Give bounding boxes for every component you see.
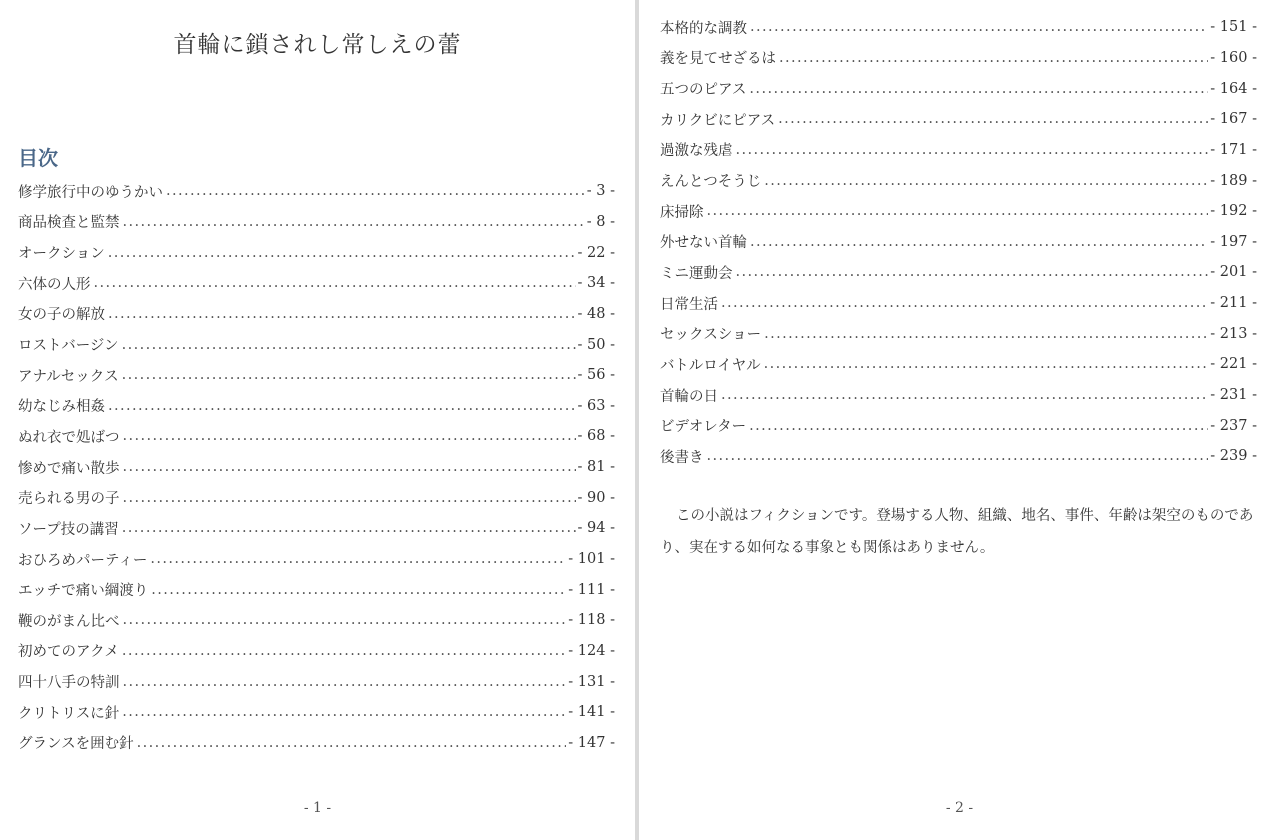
toc-heading: 目次 (18, 146, 58, 170)
toc-dot-leader (108, 398, 576, 414)
toc-dot-leader (764, 356, 1209, 372)
toc-entry-label: セックスショー (660, 327, 762, 344)
toc-entry-page: - 197 - (1210, 234, 1257, 250)
toc-entry-page: - 3 - (587, 183, 615, 199)
toc-entry[interactable] (660, 73, 1257, 104)
document-title: 首輪に鎖されし常しえの蕾 (173, 32, 462, 58)
toc-entry-page: - 167 - (1210, 111, 1257, 127)
toc-dot-leader (123, 490, 576, 506)
toc-entry-label: 義を見てせざるは (660, 51, 776, 68)
toc-entry[interactable] (18, 421, 615, 452)
toc-entry-page: - 213 - (1210, 326, 1257, 342)
toc-dot-leader (764, 326, 1208, 342)
toc-dot-leader (736, 264, 1209, 280)
toc-entry[interactable] (660, 441, 1257, 472)
toc-dot-leader (721, 387, 1208, 403)
toc-entry-label: 過激な残虐 (660, 143, 733, 160)
toc-entry[interactable] (660, 288, 1257, 319)
toc-entry-label: 床掃除 (660, 204, 704, 221)
toc-list-left (18, 176, 615, 758)
toc-dot-leader (137, 735, 567, 751)
toc-dot-leader (721, 295, 1208, 311)
toc-entry-label: 幼なじみ相姦 (18, 399, 105, 416)
toc-entry-label: 商品検査と監禁 (18, 215, 120, 232)
toc-dot-leader (122, 337, 576, 353)
toc-entry-label: ミニ運動会 (660, 265, 733, 282)
toc-dot-leader (150, 551, 566, 567)
toc-entry-page: - 239 - (1210, 448, 1257, 464)
toc-entry-label: アナルセックス (18, 368, 119, 385)
toc-dot-leader (123, 674, 567, 690)
toc-entry[interactable] (660, 349, 1257, 380)
toc-entry-page: - 164 - (1210, 81, 1257, 97)
toc-dot-leader (764, 173, 1208, 189)
toc-entry-page: - 50 - (578, 337, 615, 353)
toc-entry[interactable] (18, 176, 615, 207)
toc-entry[interactable] (18, 360, 615, 391)
toc-entry[interactable] (18, 482, 615, 513)
toc-dot-leader (750, 19, 1208, 35)
toc-dot-leader (736, 142, 1209, 158)
toc-entry-label: ビデオレター (660, 419, 747, 436)
toc-dot-leader (122, 643, 566, 659)
toc-entry-label: グランスを囲む針 (18, 736, 134, 753)
toc-dot-leader (108, 306, 576, 322)
toc-entry-page: - 81 - (578, 459, 615, 475)
toc-entry-page: - 131 - (568, 674, 615, 690)
toc-dot-leader (123, 428, 576, 444)
toc-entry-label: 後書き (660, 449, 704, 466)
toc-entry-label: ソープ技の講習 (18, 521, 119, 538)
toc-entry-label: 日常生活 (660, 296, 718, 313)
toc-dot-leader (94, 275, 576, 291)
document-page-1 (0, 0, 635, 840)
toc-entry-label: 修学旅行中のゆうかい (18, 184, 163, 201)
toc-entry-page: - 160 - (1210, 50, 1257, 66)
toc-entry-page: - 192 - (1210, 203, 1257, 219)
toc-entry[interactable] (18, 390, 615, 421)
toc-entry-page: - 211 - (1210, 295, 1257, 311)
toc-dot-leader (123, 214, 585, 230)
toc-entry-label: ぬれ衣で処ばつ (18, 429, 120, 446)
toc-dot-leader (750, 234, 1208, 250)
toc-entry[interactable] (18, 728, 615, 759)
toc-entry-page: - 151 - (1210, 19, 1257, 35)
toc-entry-label: 女の子の解放 (18, 307, 105, 324)
toc-entry-label: オークション (18, 246, 105, 263)
toc-entry-label: 五つのピアス (660, 82, 747, 99)
toc-entry[interactable] (660, 380, 1257, 411)
toc-entry[interactable] (18, 544, 615, 575)
toc-entry-page: - 63 - (578, 398, 615, 414)
toc-entry[interactable] (660, 257, 1257, 288)
toc-entry-page: - 237 - (1210, 418, 1257, 434)
toc-dot-leader (123, 459, 576, 475)
document-page-2 (639, 0, 1280, 840)
toc-entry-label: おひろめパーティー (18, 552, 148, 569)
toc-dot-leader (779, 50, 1208, 66)
toc-entry-label: 外せない首輪 (660, 235, 747, 252)
toc-dot-leader (108, 245, 576, 261)
toc-entry[interactable] (660, 410, 1257, 441)
toc-entry-page: - 147 - (568, 735, 615, 751)
toc-entry-label: 本格的な調教 (660, 20, 747, 37)
toc-entry[interactable] (18, 605, 615, 636)
toc-dot-leader (122, 704, 566, 720)
toc-entry[interactable] (18, 299, 615, 330)
toc-entry-page: - 94 - (578, 520, 615, 536)
toc-entry[interactable] (18, 207, 615, 238)
toc-dot-leader (749, 418, 1208, 434)
toc-entry-label: バトルロイヤル (660, 357, 761, 374)
toc-dot-leader (123, 612, 567, 628)
toc-entry[interactable] (18, 237, 615, 268)
toc-dot-leader (166, 183, 585, 199)
toc-entry-page: - 221 - (1210, 356, 1257, 372)
toc-entry[interactable] (18, 697, 615, 728)
toc-entry-label: 惨めで痛い散歩 (18, 460, 120, 477)
toc-dot-leader (778, 111, 1208, 127)
toc-entry-page: - 8 - (587, 214, 615, 230)
toc-entry-label: 首輪の日 (660, 388, 718, 405)
toc-entry-label: クリトリスに針 (18, 705, 120, 722)
toc-entry-page: - 111 - (568, 582, 615, 598)
toc-entry-page: - 22 - (578, 245, 615, 261)
toc-dot-leader (749, 81, 1208, 97)
toc-entry-page: - 189 - (1210, 173, 1257, 189)
toc-entry[interactable] (18, 636, 615, 667)
toc-entry[interactable] (660, 135, 1257, 166)
toc-entry-label: 六体の人形 (18, 276, 91, 293)
toc-entry-page: - 201 - (1210, 264, 1257, 280)
toc-entry-label: 鞭のがまん比べ (18, 613, 120, 630)
toc-entry[interactable] (660, 12, 1257, 43)
toc-entry[interactable] (660, 165, 1257, 196)
toc-entry-page: - 101 - (568, 551, 615, 567)
toc-entry[interactable] (18, 666, 615, 697)
toc-dot-leader (122, 367, 576, 383)
toc-entry-page: - 48 - (578, 306, 615, 322)
toc-entry[interactable] (18, 574, 615, 605)
toc-entry[interactable] (18, 329, 615, 360)
toc-entry-page: - 141 - (568, 704, 615, 720)
toc-entry-page: - 171 - (1210, 142, 1257, 158)
toc-entry-label: 四十八手の特訓 (18, 675, 120, 692)
toc-entry[interactable] (660, 226, 1257, 257)
toc-entry-page: - 68 - (578, 428, 615, 444)
toc-list-right (660, 12, 1257, 472)
toc-entry[interactable] (660, 318, 1257, 349)
toc-entry[interactable] (18, 513, 615, 544)
page-number: - 1 - (0, 800, 635, 816)
toc-entry-page: - 231 - (1210, 387, 1257, 403)
toc-entry[interactable] (18, 452, 615, 483)
toc-entry-label: カリクビにピアス (660, 112, 776, 129)
page-number: - 2 - (639, 800, 1280, 816)
toc-entry-label: えんとつそうじ (660, 174, 762, 191)
toc-entry-page: - 118 - (568, 612, 615, 628)
toc-entry-page: - 90 - (578, 490, 615, 506)
toc-entry-label: ロストバージン (18, 338, 119, 355)
toc-entry-label: 売られる男の子 (18, 491, 120, 508)
toc-entry[interactable] (660, 196, 1257, 227)
toc-entry-label: 初めてのアクメ (18, 644, 119, 661)
toc-entry[interactable] (660, 104, 1257, 135)
fiction-disclaimer: この小説はフィクションです。登場する人物、組織、地名、事件、年齢は架空のものであり、実在する如何なる事象とも関係はありません。 (660, 508, 1254, 556)
toc-dot-leader (707, 203, 1209, 219)
toc-entry-page: - 124 - (568, 643, 615, 659)
toc-entry[interactable] (18, 268, 615, 299)
toc-entry[interactable] (660, 43, 1257, 74)
toc-dot-leader (122, 520, 576, 536)
toc-entry-page: - 34 - (578, 275, 615, 291)
toc-entry-label: エッチで痛い綱渡り (18, 583, 149, 600)
toc-entry-page: - 56 - (578, 367, 615, 383)
toc-dot-leader (707, 448, 1209, 464)
toc-dot-leader (151, 582, 566, 598)
